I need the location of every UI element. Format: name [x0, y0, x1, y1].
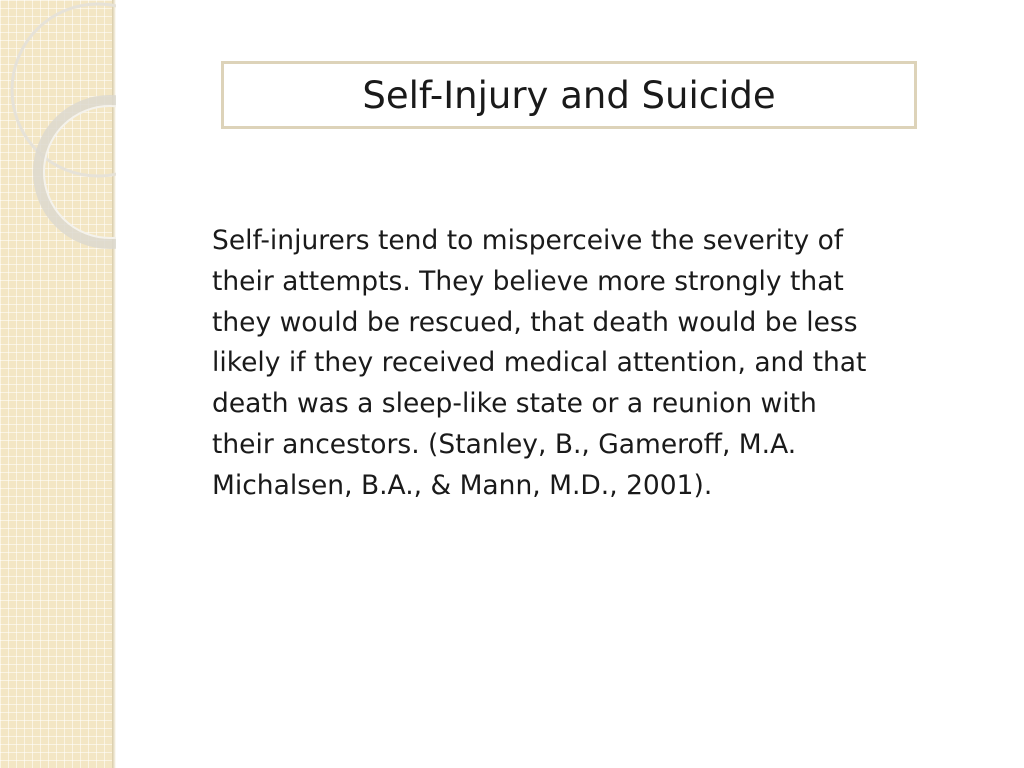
- slide-body-text: Self-injurers tend to misperceive the severity of their attempts. They believe more strongly that they would be rescued, that death would be less likely if they received medical attention, and that death was a sleep-like state or a reunion with their ancestors. (Stanley, B., Gameroff, M.A. Michalsen, B.A., & Mann, M.D., 2001).: [212, 225, 867, 501]
- decorative-rings: [0, 0, 116, 260]
- title-box: [221, 61, 917, 129]
- slide-title: Self-Injury and Suicide: [362, 73, 776, 117]
- decorative-ring-upper: [12, 4, 116, 176]
